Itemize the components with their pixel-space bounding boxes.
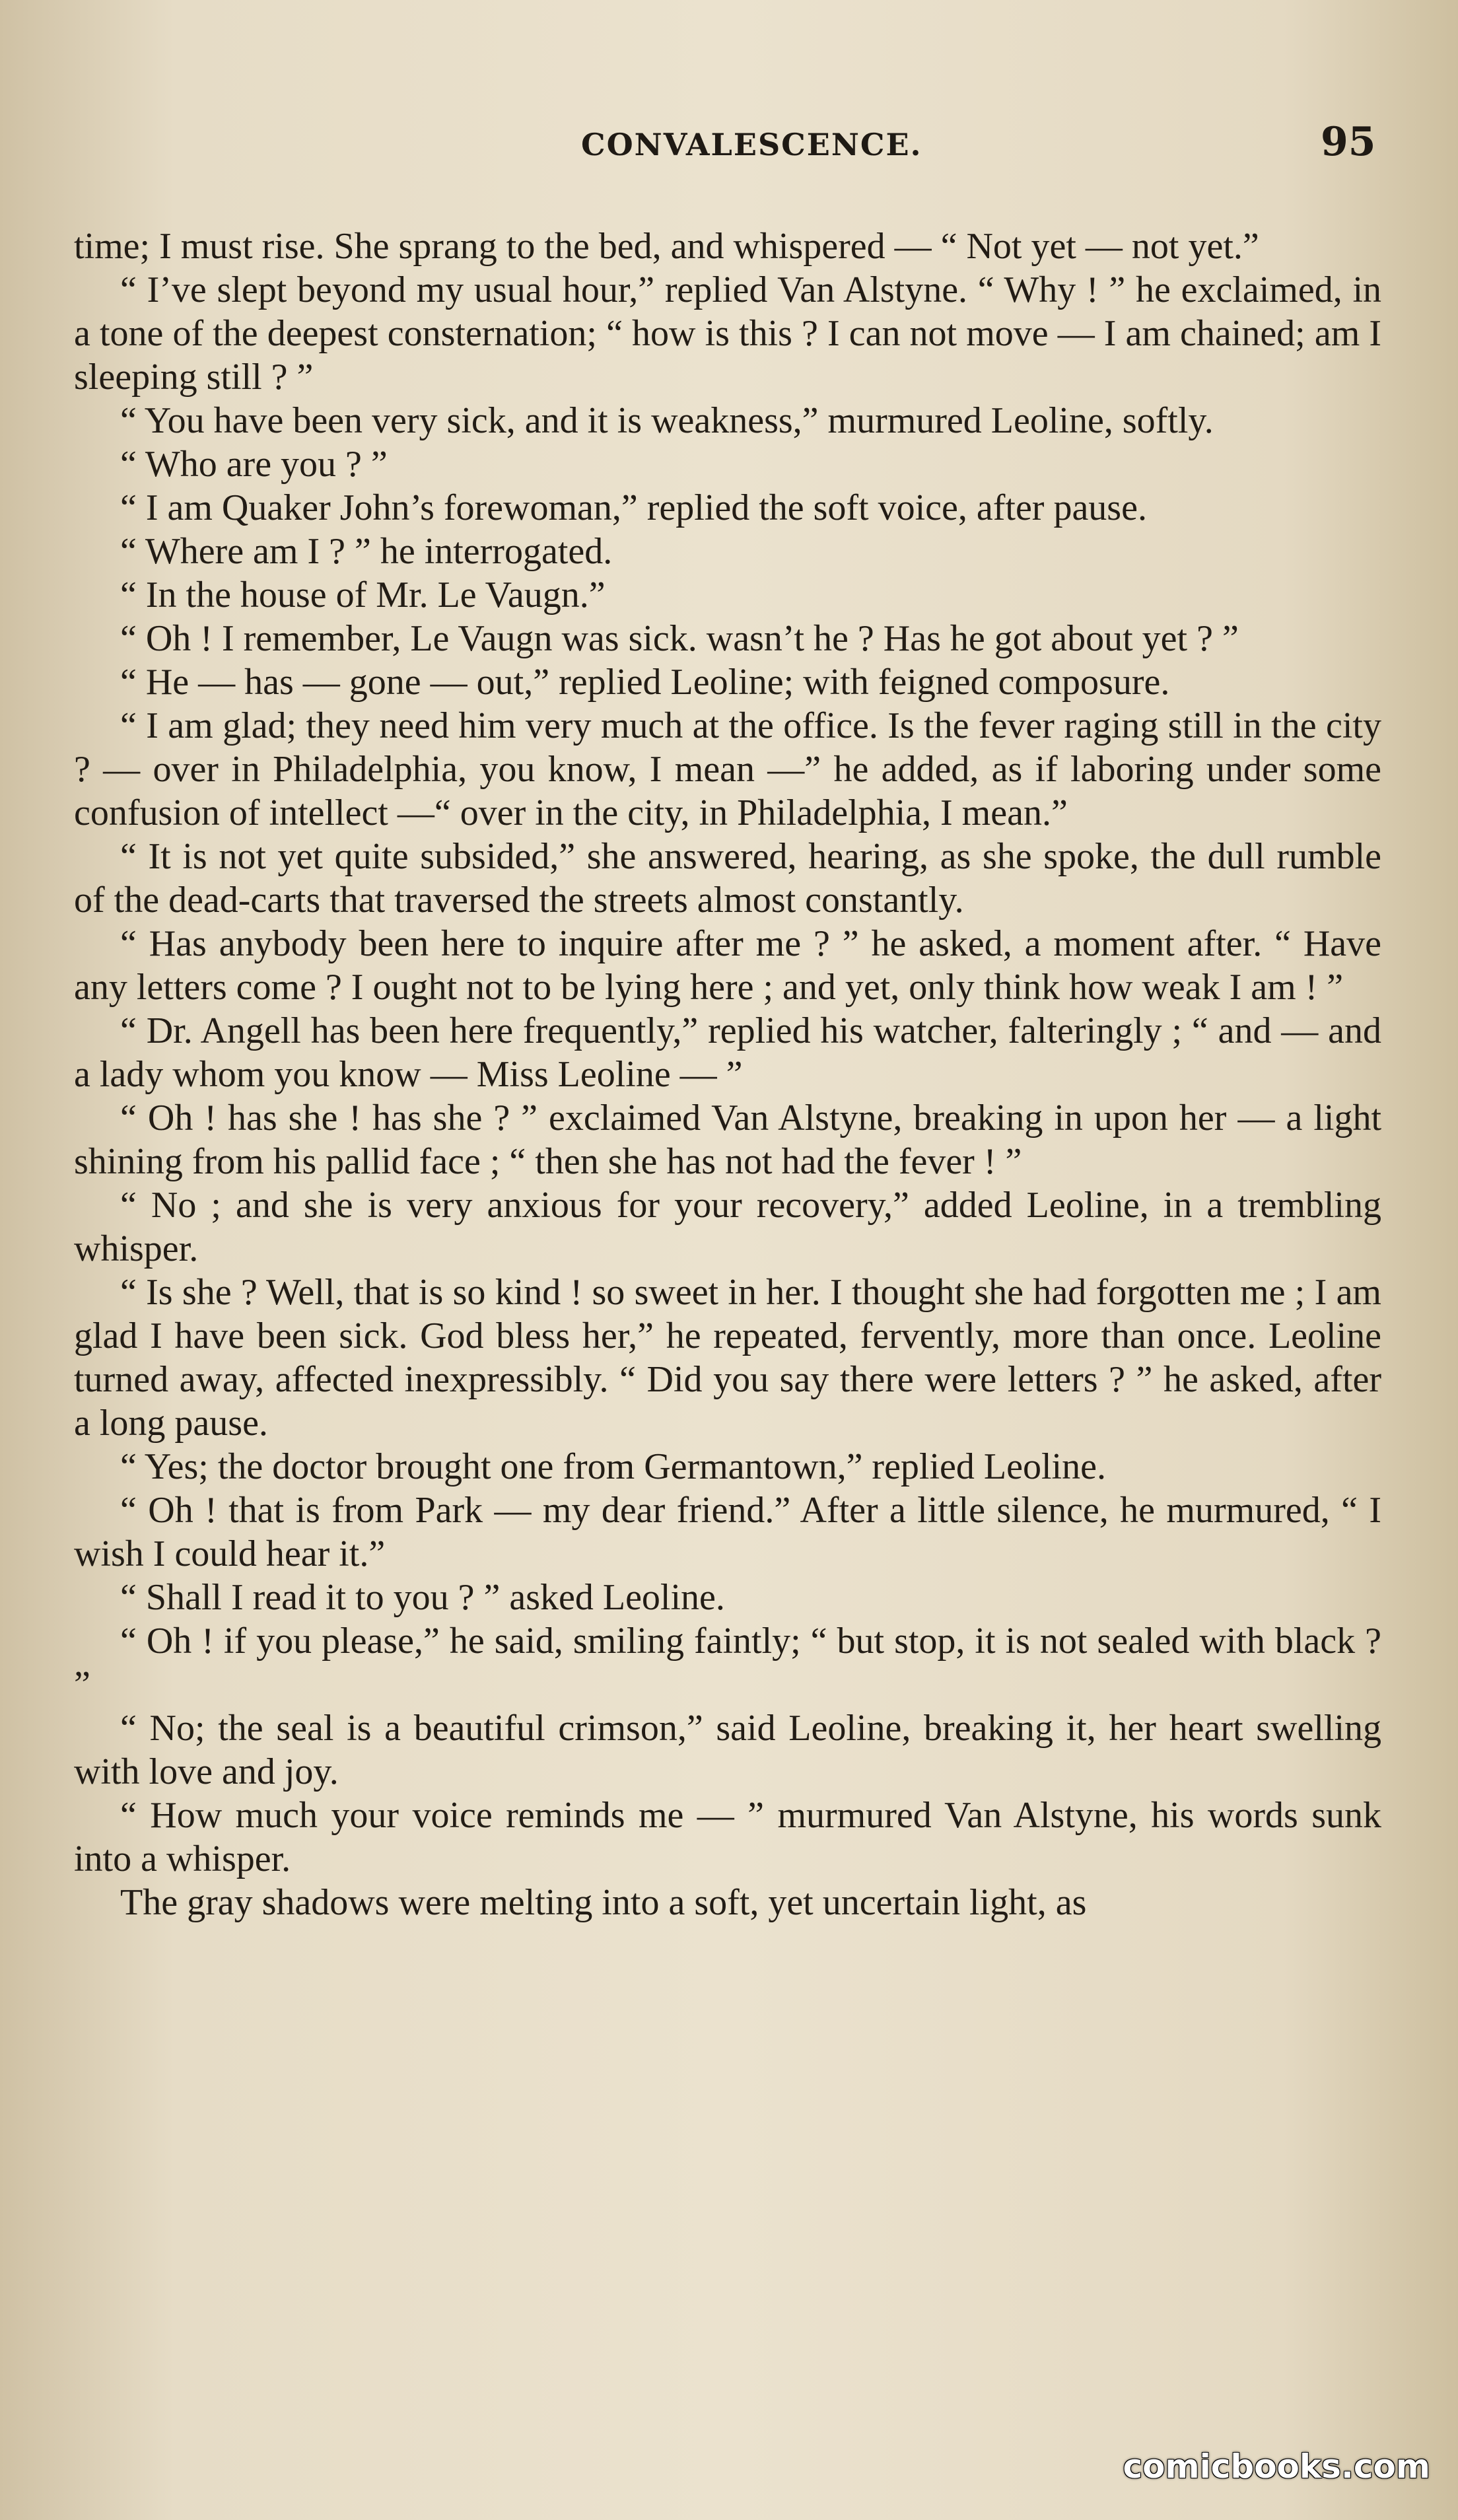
paragraph: “ Oh ! that is from Park — my dear friend.” After a little silence, he murmured, “ I wish I could hear it.” bbox=[74, 1490, 1381, 1574]
paragraph: “ I am glad; they need him very much at the office. Is the fever raging still in the city ? — over in Philadelphia, you know, I mean —” he added, as if laboring under some confusion of intellect —“ over in the city, in Philadelphia, I mean.” bbox=[74, 705, 1381, 833]
paragraph: “ Where am I ? ” he interrogated. bbox=[120, 531, 613, 572]
paragraph: “ Is she ? Well, that is so kind ! so sweet in her. I thought she had forgotten me ; I am glad I have been sick. God bless her,” he repeated, fervently, more than once. Leoline turned away, affected inexpressibly. “ Did you say there were letters ? ” he asked, after a long pause. bbox=[74, 1272, 1381, 1444]
paragraph: “ You have been very sick, and it is weakness,” murmured Leoline, softly. bbox=[120, 400, 1214, 441]
paragraph: “ In the house of Mr. Le Vaugn.” bbox=[120, 575, 606, 615]
page-header bbox=[0, 112, 1458, 172]
paragraph: The gray shadows were melting into a soft, yet uncertain light, as bbox=[120, 1882, 1087, 1923]
paragraph: time; I must rise. She sprang to the bed, and whispered — “ Not yet — not yet.” bbox=[74, 226, 1259, 267]
watermark: comicbooks.com bbox=[1123, 2447, 1430, 2486]
paragraph: “ Shall I read it to you ? ” asked Leoline. bbox=[120, 1577, 725, 1618]
page-number: 95 bbox=[1321, 119, 1376, 165]
paragraph: “ He — has — gone — out,” replied Leoline; with feigned composure. bbox=[120, 662, 1170, 703]
paragraph: “ Yes; the doctor brought one from Germantown,” replied Leoline. bbox=[120, 1446, 1106, 1487]
body-text bbox=[74, 225, 1381, 1924]
paragraph: “ Who are you ? ” bbox=[120, 444, 388, 485]
paragraph: “ Dr. Angell has been here frequently,” replied his watcher, falteringly ; “ and — and a lady whom you know — Miss Leoline — ” bbox=[74, 1010, 1381, 1095]
paragraph: “ I am Quaker John’s forewoman,” replied the soft voice, after pause. bbox=[120, 487, 1147, 528]
paragraph: “ It is not yet quite subsided,” she answered, hearing, as she spoke, the dull rumble of the dead-carts that traversed the streets almost constantly. bbox=[74, 836, 1381, 921]
paragraph: “ Oh ! has she ! has she ? ” exclaimed Van Alstyne, breaking in upon her — a light shining from his pallid face ; “ then she has not had the fever ! ” bbox=[74, 1098, 1381, 1182]
paragraph: “ No ; and she is very anxious for your recovery,” added Leoline, in a trembling whisper. bbox=[74, 1185, 1381, 1269]
paragraph: “ I’ve slept beyond my usual hour,” replied Van Alstyne. “ Why ! ” he exclaimed, in a tone of the deepest consternation; “ how is this ? I can not move — I am chained; am I sleeping still ? ” bbox=[74, 269, 1381, 398]
paragraph: “ Oh ! if you please,” he said, smiling faintly; “ but stop, it is not sealed with black ? ” bbox=[74, 1621, 1381, 1705]
running-head: CONVALESCENCE. bbox=[581, 127, 922, 162]
paragraph: “ How much your voice reminds me — ” murmured Van Alstyne, his words sunk into a whisper. bbox=[74, 1795, 1381, 1879]
paragraph: “ Oh ! I remember, Le Vaugn was sick. wasn’t he ? Has he got about yet ? ” bbox=[120, 618, 1239, 659]
paragraph: “ Has anybody been here to inquire after me ? ” he asked, a moment after. “ Have any letters come ? I ought not to be lying here ; and yet, only think how weak I am ! ” bbox=[74, 923, 1381, 1008]
paragraph: “ No; the seal is a beautiful crimson,” said Leoline, breaking it, her heart swelling with love and joy. bbox=[74, 1708, 1381, 1792]
